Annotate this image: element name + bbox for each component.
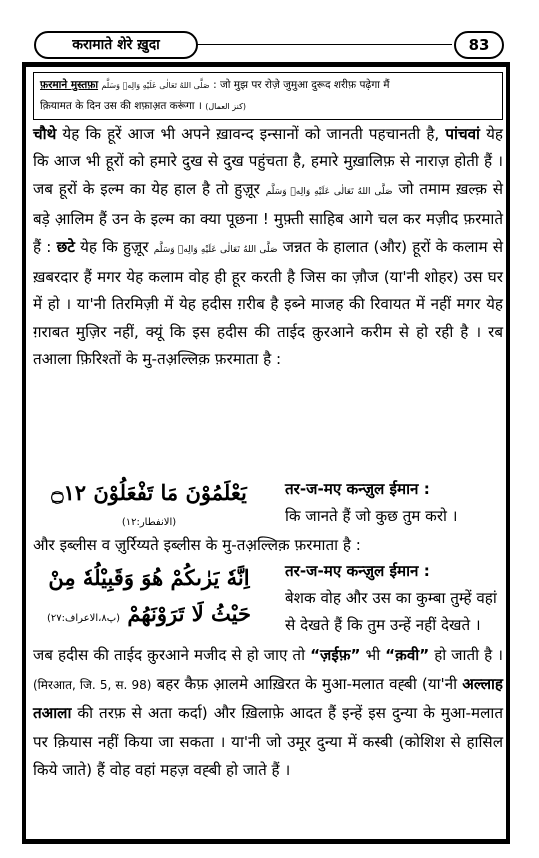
para-text-d: येह कि हुज़ूर [74,237,154,256]
allah-name: अल्लाह तआला [33,674,503,723]
hadith-reference: (كنز العمال) [205,102,247,111]
para-text-b: येह कि आज भी हूरों को हमारे दुख से दुख पहुंचता है, हमारे मुख़ालिफ़ से नाराज़ होती हैं । जब हूरों के इल्म का येह हाल है तो हुज़ूर [33,125,503,198]
tail-text-a: जब हदीस की ताईद क़ुरआने मजीद से हो जाए तो [33,646,311,664]
point-fourth: चौथे [33,125,57,143]
quote2-reference: (پ٨،الاعراف:٢٧) [46,613,121,624]
citation: (मिरआत, जि. 5, स. 98) [33,677,152,692]
quote1-translation-block [285,476,503,530]
quote2-verse-line1: اِنَّهٗ يَرٰىكُمْ هُوَ وَقَبِيْلُهٗ مِنْ [48,565,250,590]
quote2-translation-label: तर-ज-मए कन्ज़ुल ईमान : [285,562,430,580]
header-rule [196,44,452,45]
quran-quote-1 [33,476,503,532]
salutation-2: صَلَّى اللهُ تَعَالٰى عَلَيْهِ وَالِهٖ وَسَلَّم [153,244,278,255]
quote1-marker: ۝۱۲ [51,480,87,505]
closing-paragraph [33,641,503,785]
quote1-arabic [33,480,265,530]
word-qavi: “क़वी” [385,646,430,664]
main-paragraph [33,121,503,374]
tail-text-c: हो जाती है । [429,646,503,664]
quran-quote-2 [33,558,503,642]
quote1-translation: कि जानते हैं जो कुछ तुम करो । [285,507,458,525]
book-title: करामाते शेरे ख़ुदा [34,31,198,59]
tail-text-e: की तरफ़ से अता कर्दा) और ख़िलाफ़े आदत हैं इन्हें इस दुन्या के मुआ-मलात पर क़ियास नहीं किया जा सकता । या'नी जो उमूर दुन्या में कस्बी (कोशिश से हासिल किये जाते) हैं वोह वहां महज़ वह्बी हो जाते हैं । [33,704,503,780]
tail-text-d: बहर कैफ़ आ़लमे आख़िरत के मुआ-मलात वह्बी (या'नी [151,674,463,693]
quote1-reference: (الانفطار:١٢) [121,517,177,528]
para-text-c: जो तमाम ख़ल्क़ से बड़े आ़लिम हैं उन के इल्म का क्या पूछना ! मुफ़्ती साहिब आगे चल कर मज़ीद फ़रमाते हैं : [33,179,503,256]
hadith-label: फ़रमाने मुस्तफ़ा [40,79,99,91]
hadith-box [33,72,503,120]
intro-line-2: और इब्लीस व ज़ुर्रिय्यते इब्लीस के मु-तअ़ल्लिक़ फ़रमाता है : [33,536,361,554]
quote2-verse-line2: حَيْثُ لَا تَرَوْنَهُمْ [127,601,251,626]
quote2-translation: बेशक वोह और उस का कुम्बा तुम्हें वहां से देखते हैं कि तुम उन्हें नहीं देखते । [285,589,497,634]
hadith-salutation: صَلَّى اللهُ تَعَالٰى عَلَيْهِ وَالِهٖ وَسَلَّم [101,81,210,90]
word-zaeef: “ज़ईफ़” [310,646,361,664]
salutation-1: صَلَّى اللهُ تَعَالٰى عَلَيْهِ وَالِهٖ وَسَلَّم [265,186,393,197]
point-sixth: छटे [56,237,75,256]
para-text-a: येह कि हूरें आज भी अपने ख़ावन्द इन्सानों को जानती पहचानती है, [56,125,446,143]
hadith-text-line1: : जो मुझ पर रोज़े जुमुआ दुरूद शरीफ़ पढ़ेगा मैं [213,79,390,91]
tail-text-b: भी [360,646,386,664]
para-text-e: जन्नत के हालात (और) हूरों के कलाम से ख़बरदार हैं मगर येह कलाम वोह ही हूर करती है जिस का ज़ौज (या'नी शोहर) उस घर में हो । या'नी तिरमिज़ी में येह हदीस ग़रीब है इब्ने माजह की रिवायत में नहीं मगर येह ग़राबत मुज़िर नहीं, क्यूं कि इस हदीस की ताईद क़ुरआने करीम से हो रही है । रब तआला फ़िरिश्तों के मु-तअ़ल्लिक़ फ़रमाता है : [33,237,503,369]
quote1-translation-label: तर-ज-मए कन्ज़ुल ईमान : [285,480,430,498]
page-number: 83 [454,31,504,59]
quote2-translation-block [285,558,503,639]
quote1-verse: يَعْلَمُوْنَ مَا تَفْعَلُوْنَ [93,480,247,505]
hadith-text-line2: क़ियामत के दिन उस की शफ़ाअ़त करूंगा । [40,100,202,112]
point-fifth: पांचवां [445,125,480,143]
quote2-arabic [33,560,265,637]
